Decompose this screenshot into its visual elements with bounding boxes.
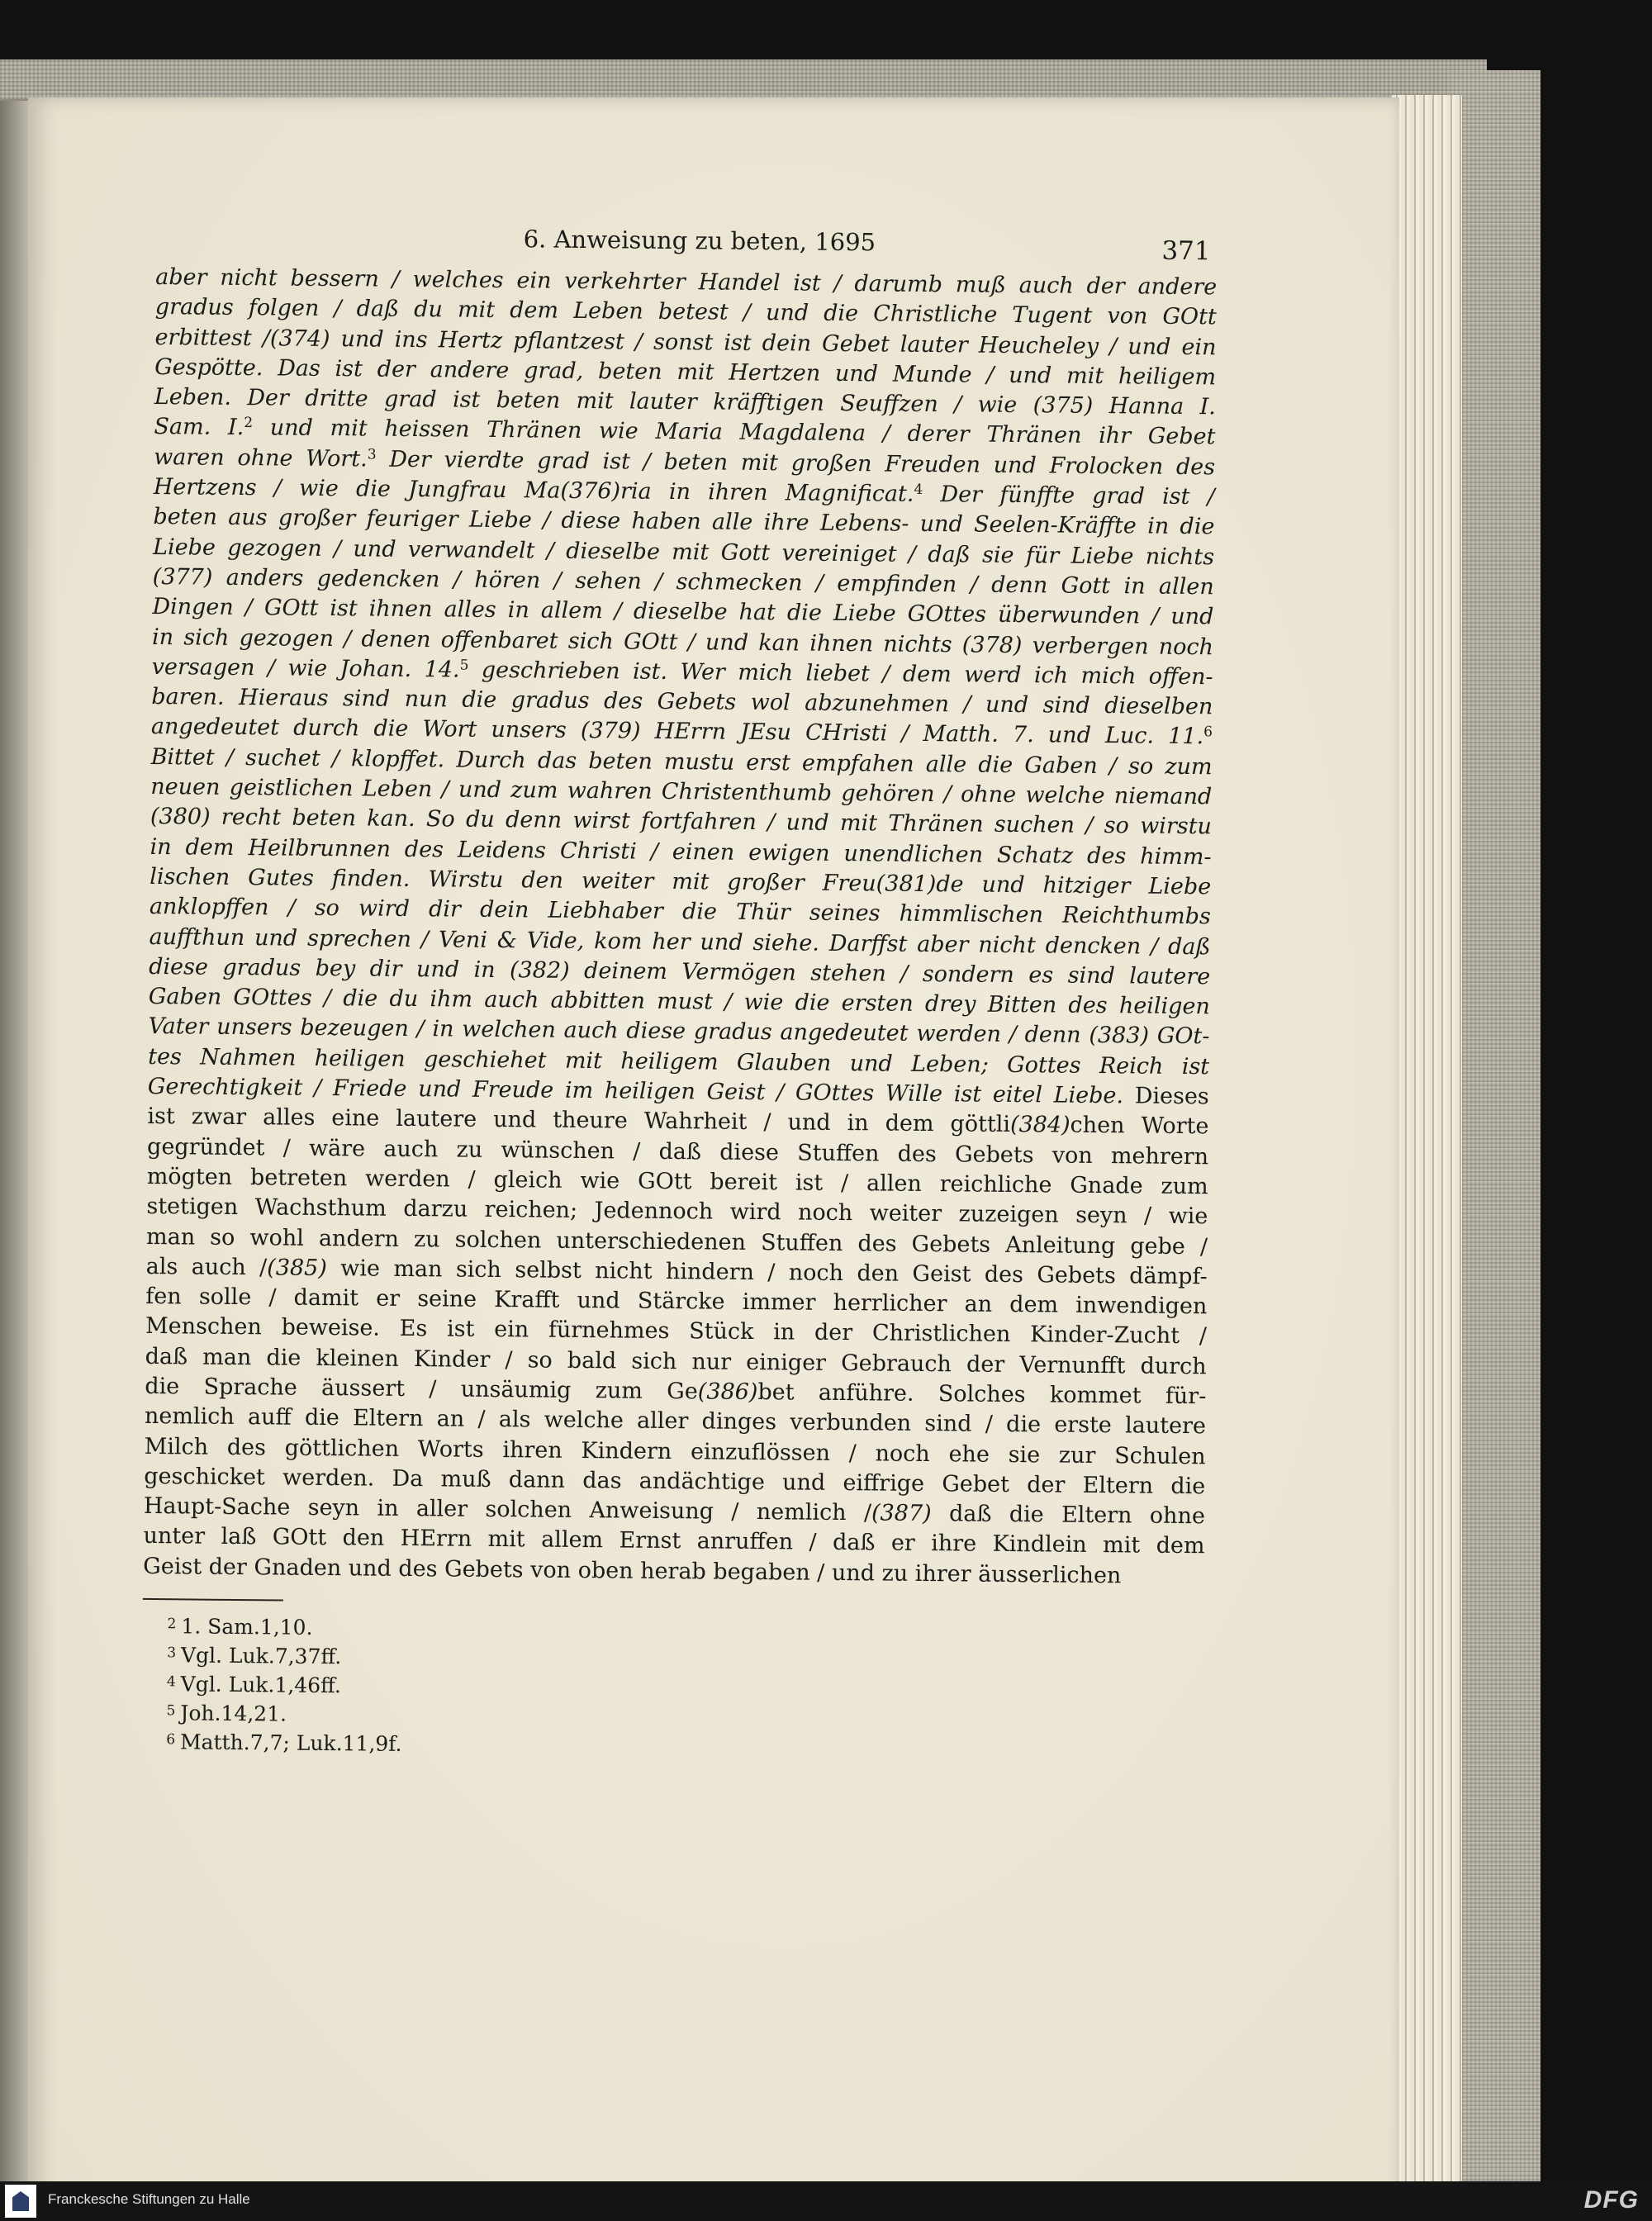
text-segment: baren. Hieraus sind nun die gradus des Gebets wol abzunehmen / und sind dieselben [151,684,1213,720]
text-segment: waren ohne Wort. [153,444,368,472]
text-segment: die Sprache äussert / unsäumig zum Ge [145,1373,698,1405]
footnote-text: 1. Sam.1,10. [181,1614,313,1640]
text-segment: stetigen Wachsthum darzu reichen; Jedennoch wird noch weiter zuzeigen seyn / wie [146,1194,1208,1230]
dfg-badge: DFG [1583,2186,1639,2214]
text-segment: Milch des göttlichen Worts ihren Kindern einzuflössen / noch ehe sie zur Schulen [144,1433,1206,1469]
text-segment: erbittest /(374) und ins Hertz pflantzest / sonst ist dein Gebet lauter Heucheley / und ein [154,324,1217,360]
text-segment: lischen Gutes finden. Wirstu den weiter mit großer Freu(381)de und hitziger Liebe [150,863,1212,900]
text-segment: geschrieben ist. Wer mich liebet / dem werd ich mich offen- [468,657,1213,691]
text-segment: Gerechtigkeit / Friede und Freude im heiligen Geist / GOttes Wille ist eitel Liebe. [147,1073,1124,1109]
text-segment: neuen geistlichen Leben / und zum wahren Christenthumb gehören / ohne welche niemand [150,774,1213,810]
text-segment: und mit heissen Thränen wie Maria Magdalena / derer Thränen ihr Gebet [252,415,1216,450]
text-segment: in sich gezogen / denen offenbaret sich GOtt / und kan ihnen nichts (378) verbergen noch [151,624,1214,660]
text-segment: chen Worte [1070,1112,1209,1140]
text-segment: Haupt-Sache seyn in aller solchen Anweisung / nemlich / [143,1493,872,1526]
footnote-ref: 5 [459,657,469,674]
footnote-number: 4 [166,1673,176,1691]
footnote-text: Matth.7,7; Luk.11,9f. [179,1730,402,1757]
footnote-number: 2 [167,1616,177,1633]
text-segment: Bittet / suchet / klopffet. Durch das beten mustu erst empfahen alle die Gaben / so zum [150,743,1213,781]
text-segment: Dieses [1123,1083,1209,1110]
body-text [143,263,1217,1592]
footnote-number: 3 [167,1644,177,1662]
page-stack-edges [1392,95,1462,2221]
footnote-text: Vgl. Luk.7,37ff. [180,1643,342,1669]
text-segment: gegründet / wäre auch zu wünschen / daß diese Stuffen des Gebets von mehrern [146,1133,1209,1170]
footnote-ref: 3 [367,446,377,463]
running-head [155,211,1218,273]
text-segment: wie man sich selbst nicht hindern / noch den Geist des Gebets dämpf- [326,1255,1208,1290]
footnotes [141,1611,1204,1766]
institution-name: Franckesche Stiftungen zu Halle [48,2191,250,2207]
text-segment: unter laß GOtt den HErrn mit allem Ernst anruffen / daß er ihre Kindlein mit dem [143,1523,1205,1559]
text-segment: Dingen / GOtt ist ihnen alles in allem / dieselbe hat die Liebe GOttes überwunden / und [152,594,1214,630]
text-segment: Liebe gezogen / und verwandelt / dieselbe mit Gott vereiniget / daß sie für Liebe nichts [152,534,1215,570]
text-segment: Gaben GOttes / die du ihm auch abbitten must / wie die ersten drey Bitten des heiligen [148,984,1210,1020]
text-segment: diese gradus bey dir und in (382) deinem Vermögen stehen / sondern es sind lautere [149,953,1211,990]
page-number: 371 [1161,235,1211,267]
text-segment: als auch / [145,1253,268,1281]
text-segment: daß die Eltern ohne [931,1501,1206,1530]
text-segment: ist zwar alles eine lautere und theure Wahrheit / und in dem göttli [147,1103,1011,1138]
text-segment: man so wohl andern zu solchen unterschiedenen Stuffen des Gebets Anleitung gebe / [145,1223,1208,1260]
text-segment: (384) [1009,1112,1070,1138]
footnote-number: 6 [166,1731,176,1749]
running-head-title: 6. Anweisung zu beten, 1695 [523,225,876,257]
text-segment: angedeutet durch die Wort unsers (379) HErrn JEsu CHristi / Matth. 7. und Luc. 11. [150,714,1204,750]
footnote-number: 5 [166,1702,176,1720]
text-segment: Sam. I. [154,414,244,441]
text-segment: Geist der Gnaden und des Gebets von oben herab begaben / und zu ihrer äusserlichen [143,1553,1122,1589]
text-segment: Der fünffte grad ist / [923,482,1215,510]
text-segment: (387) [871,1500,932,1527]
text-block [141,211,1218,1766]
text-segment: Gespötte. Das ist der andere grad, beten mit Hertzen und Munde / und mit heiligem [154,354,1217,391]
book-cover-top-edge [0,59,1487,101]
text-segment: Leben. Der dritte grad ist beten mit lauter kräfftigen Seuffzen / wie (375) Hanna I. [154,384,1216,420]
text-segment: beten aus großer feuriger Liebe / diese haben alle ihre Lebens- und Seelen-Kräffte in die [153,504,1215,540]
book-cover-right-edge [1450,70,1540,2201]
footnote-text: Vgl. Luk.1,46ff. [180,1672,342,1698]
text-segment: fen solle / damit er seine Krafft und Stärcke immer herrlicher an dem inwendigen [145,1284,1208,1320]
text-segment: geschicket werden. Da muß dann das andächtige und eiffrige Gebet der Eltern die [144,1463,1206,1500]
text-segment: versagen / wie Johan. 14. [151,653,460,683]
text-segment: Vater unsers bezeugen / in welchen auch diese gradus angedeutet werden / denn (383) GOt- [148,1013,1210,1050]
footnote-ref: 6 [1203,724,1213,741]
text-segment: aber nicht bessern / welches ein verkehrter Handel ist / darumb muß auch der andere [155,263,1218,301]
institution-logo-icon [5,2185,36,2218]
text-segment: (386) [697,1379,758,1406]
footnote-separator [143,1598,283,1602]
text-segment: bet anführe. Solches kommet für- [757,1379,1207,1410]
text-segment: in dem Heilbrunnen des Leidens Christi / einen ewigen unendlichen Schatz des himm- [150,833,1212,870]
footnote-ref: 2 [244,415,254,432]
text-segment: mögten betreten werden / gleich wie GOtt bereit ist / allen reichliche Gnade zum [146,1163,1208,1200]
viewer-footer-bar [0,2181,1652,2221]
text-segment: Menschen beweise. Es ist ein fürnehmes Stück in der Christlichen Kinder-Zucht / [145,1313,1208,1350]
text-segment: anklopffen / so wird dir dein Liebhaber die Thür seines himmlischen Reichthumbs [149,894,1212,930]
text-segment: (377) anders gedencken / hören / sehen / schmecken / empfinden / denn Gott in allen [152,563,1214,600]
text-segment: (380) recht beten kan. So du denn wirst fortfahren / und mit Thränen suchen / so wirstu [150,804,1213,840]
text-segment: Der vierdte grad ist / beten mit großen Freuden und Frolocken des [376,446,1216,481]
text-segment: auffthun und sprechen / Veni & Vide, kom her und siehe. Darffst aber nicht dencken / daß [149,923,1211,960]
text-segment: tes Nahmen heiligen geschiehet mit heiligem Glauben und Leben; Gottes Reich ist [148,1043,1210,1080]
text-segment: (385) [267,1255,328,1281]
footnote-text: Joh.14,21. [180,1701,287,1726]
text-segment: gradus folgen / daß du mit dem Leben betest / und die Christliche Tugent von GOtt [154,294,1217,330]
text-segment: daß man die kleinen Kinder / so bald sich nur einiger Gebrauch der Vernunfft durch [145,1343,1207,1379]
text-segment: Hertzens / wie die Jungfrau Ma(376)ria in ihren Magnificat. [153,474,914,507]
page-sheet [28,97,1399,2221]
footnote-ref: 4 [914,481,923,499]
text-segment: nemlich auff die Eltern an / als welche aller dinges verbunden sind / die erste lautere [144,1403,1207,1440]
